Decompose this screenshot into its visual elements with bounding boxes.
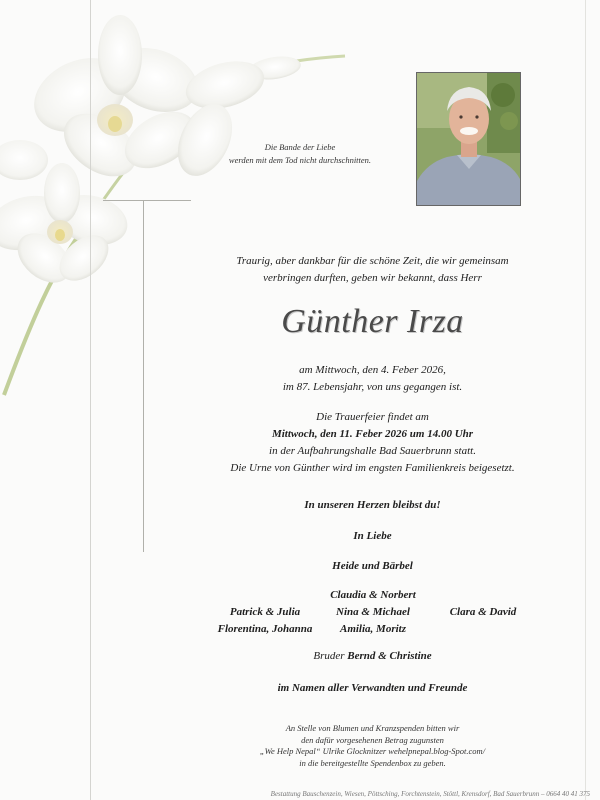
family-left-line-1: Patrick & Julia [229, 606, 301, 618]
in-love-heading: In Liebe [353, 530, 392, 542]
intro-line-1: Traurig, aber dankbar für die schöne Zeit, die wir gemeinsam [236, 255, 509, 267]
quote-line-2: werden mit dem Tod nicht durchschnitten. [228, 155, 372, 165]
cross-horizontal-line [103, 200, 191, 201]
portrait-photo [416, 72, 521, 206]
donation-note [150, 723, 595, 769]
quote-line-1: Die Bande der Liebe [264, 142, 336, 152]
donation-line-3: „We Help Nepal“ Ulrike Glocknitzer wehelpnepal.blog-Spot.com/ [259, 746, 486, 756]
intro-text [150, 253, 595, 287]
funeral-line-3: in der Aufbahrungshalle Bad Sauerbrunn statt. [269, 445, 476, 457]
funeral-info [150, 409, 595, 477]
family-group-left [200, 604, 330, 638]
family-mid-line-3: Amilia, Moritz [339, 623, 407, 635]
family-mid-line-1: Claudia & Norbert [330, 589, 416, 601]
death-notice [150, 362, 595, 396]
brother-line [150, 650, 595, 662]
donation-line-4: in die bereitgestellte Spendenbox zu geben. [299, 757, 446, 768]
family-group-middle [318, 587, 428, 638]
brother-prefix: Bruder [313, 650, 345, 662]
death-line-2: im 87. Lebensjahr, von uns gegangen ist. [282, 381, 463, 393]
motto: In unseren Herzen bleibst du! [304, 499, 441, 511]
cross-vertical-line [143, 200, 144, 552]
funeral-line-4: Die Urne von Günther wird im engsten Familienkreis beigesetzt. [230, 462, 515, 474]
relatives-line: im Namen aller Verwandten und Freunde [277, 682, 468, 694]
family-left-line-2: Florentina, Johanna [217, 623, 313, 635]
donation-line-2: den dafür vorgesehenen Betrag zugunsten [301, 734, 444, 745]
portrait-image [417, 73, 520, 205]
funeral-line-1: Die Trauerfeier findet am [316, 411, 429, 423]
funeral-datetime: Mittwoch, den 11. Feber 2026 um 14.00 Uhr [271, 428, 474, 440]
death-line-1: am Mittwoch, den 4. Feber 2026, [299, 364, 446, 376]
mourners-couple: Heide und Bärbel [332, 560, 413, 572]
brother-names: Bernd & Christine [347, 650, 432, 662]
funeral-home-footer: Bestattung Bauschenzein, Wiesen, Pöttsching, Forchtenstein, Stöttl, Krensdorf, Bad Sauerbrunn – 0664 40 41 375 [270, 790, 590, 798]
memorial-quote [205, 141, 395, 167]
vertical-rule [90, 0, 91, 800]
intro-line-2: verbringen durften, geben wir bekannt, dass Herr [263, 272, 482, 284]
deceased-name: Günther Irza [281, 303, 464, 340]
family-mid-line-2: Nina & Michael [336, 606, 410, 618]
family-group-right [428, 604, 538, 621]
family-right-line-1: Clara & David [449, 606, 517, 618]
right-edge-rule [585, 0, 586, 800]
donation-line-1: An Stelle von Blumen und Kranzspenden bitten wir [285, 723, 460, 733]
